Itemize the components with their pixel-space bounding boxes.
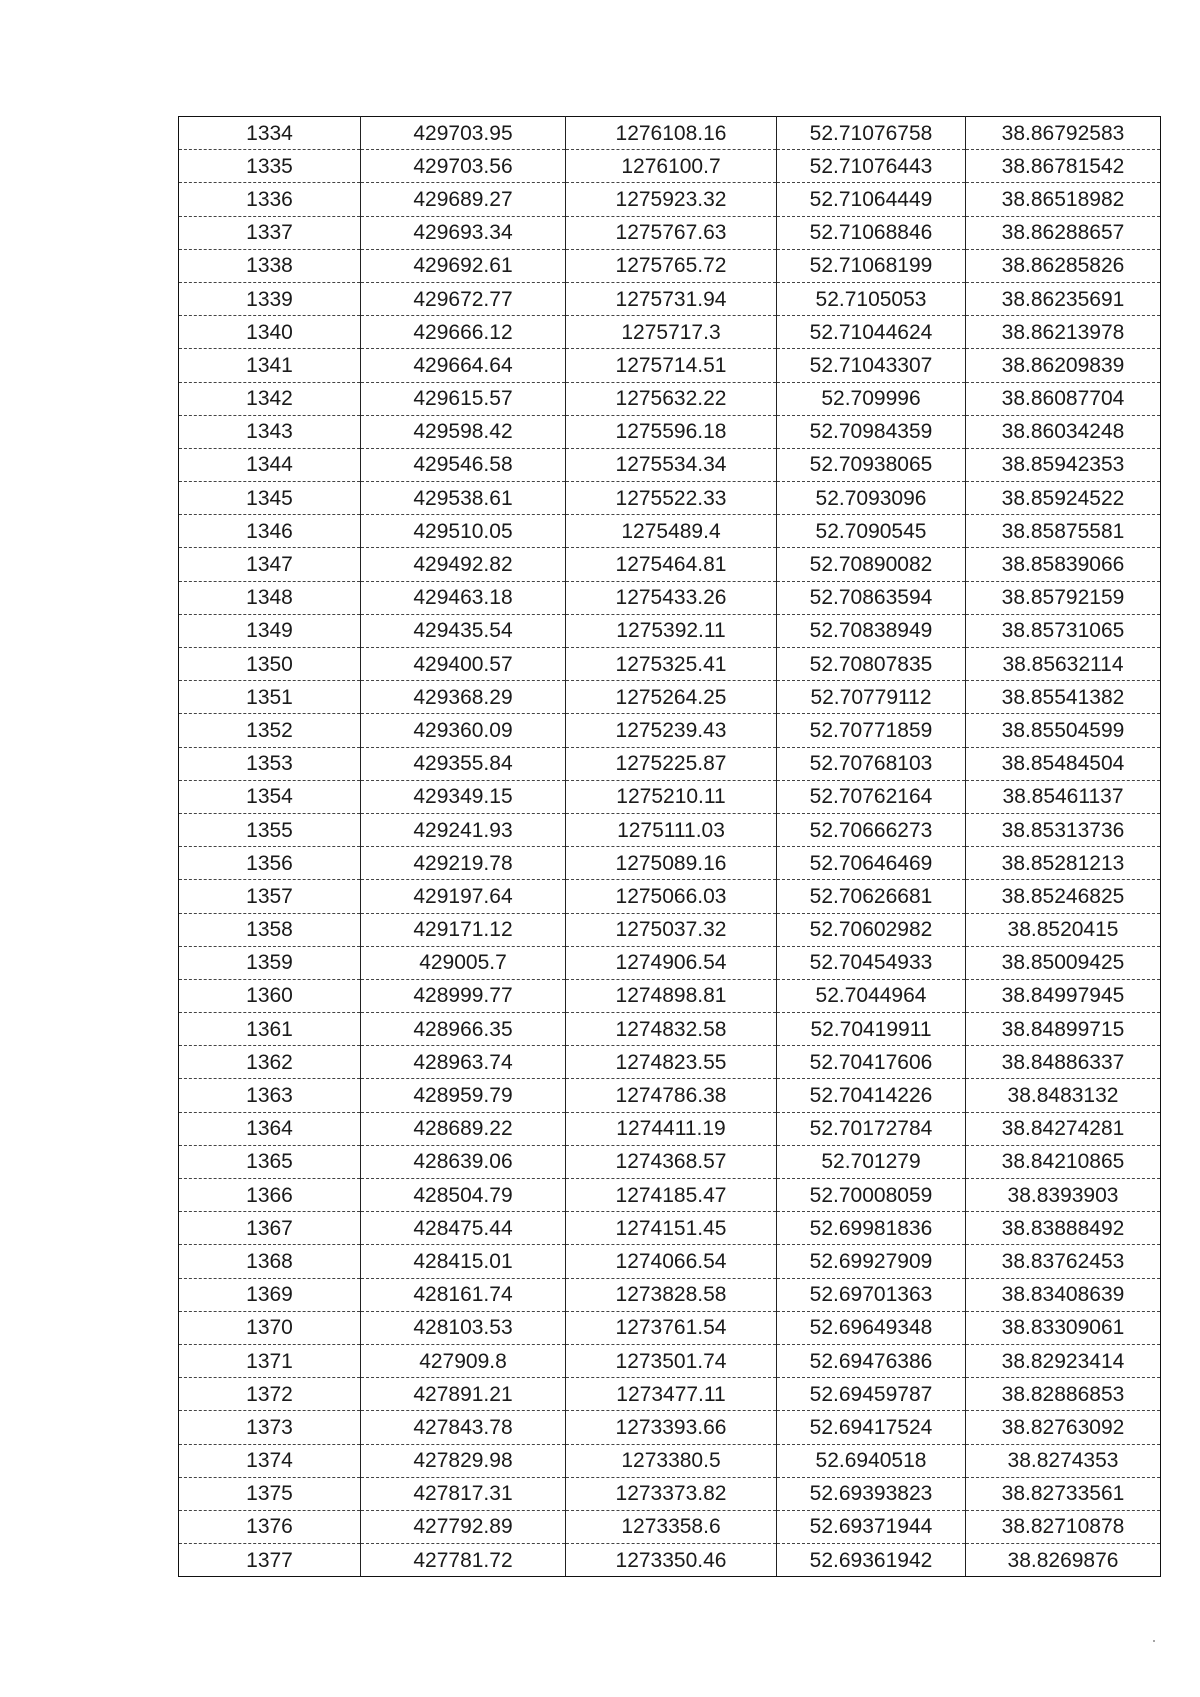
latitude-cell: 52.70666273 (777, 813, 966, 846)
table-row (179, 216, 1161, 249)
table-row (179, 747, 1161, 780)
x-coordinate-cell: 428959.79 (361, 1079, 566, 1112)
x-coordinate-cell: 427829.98 (361, 1444, 566, 1477)
x-coordinate-cell: 429360.09 (361, 714, 566, 747)
latitude-cell: 52.69459787 (777, 1378, 966, 1411)
latitude-cell: 52.7090545 (777, 515, 966, 548)
x-coordinate-cell: 428966.35 (361, 1013, 566, 1046)
table-row (179, 813, 1161, 846)
point-number-cell: 1367 (179, 1212, 361, 1245)
latitude-cell: 52.69701363 (777, 1278, 966, 1311)
y-coordinate-cell: 1274368.57 (566, 1145, 777, 1178)
table-row (179, 1046, 1161, 1079)
point-number-cell: 1338 (179, 249, 361, 282)
longitude-cell: 38.85875581 (966, 515, 1161, 548)
latitude-cell: 52.701279 (777, 1145, 966, 1178)
latitude-cell: 52.70646469 (777, 847, 966, 880)
latitude-cell: 52.71064449 (777, 183, 966, 216)
x-coordinate-cell: 429689.27 (361, 183, 566, 216)
latitude-cell: 52.70008059 (777, 1179, 966, 1212)
x-coordinate-cell: 428999.77 (361, 979, 566, 1012)
y-coordinate-cell: 1275489.4 (566, 515, 777, 548)
y-coordinate-cell: 1275717.3 (566, 316, 777, 349)
longitude-cell: 38.84274281 (966, 1112, 1161, 1145)
point-number-cell: 1371 (179, 1344, 361, 1377)
y-coordinate-cell: 1273477.11 (566, 1378, 777, 1411)
x-coordinate-cell: 428415.01 (361, 1245, 566, 1278)
y-coordinate-cell: 1274066.54 (566, 1245, 777, 1278)
table-row (179, 249, 1161, 282)
table-row (179, 548, 1161, 581)
point-number-cell: 1365 (179, 1145, 361, 1178)
y-coordinate-cell: 1275239.43 (566, 714, 777, 747)
longitude-cell: 38.86209839 (966, 349, 1161, 382)
table-row (179, 880, 1161, 913)
table-row (179, 117, 1161, 150)
y-coordinate-cell: 1273373.82 (566, 1477, 777, 1510)
longitude-cell: 38.85504599 (966, 714, 1161, 747)
y-coordinate-cell: 1275923.32 (566, 183, 777, 216)
x-coordinate-cell: 429197.64 (361, 880, 566, 913)
point-number-cell: 1362 (179, 1046, 361, 1079)
x-coordinate-cell: 429355.84 (361, 747, 566, 780)
point-number-cell: 1344 (179, 448, 361, 481)
table-row (179, 382, 1161, 415)
longitude-cell: 38.84886337 (966, 1046, 1161, 1079)
x-coordinate-cell: 427909.8 (361, 1344, 566, 1377)
longitude-cell: 38.85839066 (966, 548, 1161, 581)
point-number-cell: 1375 (179, 1477, 361, 1510)
x-coordinate-cell: 427817.31 (361, 1477, 566, 1510)
longitude-cell: 38.85541382 (966, 681, 1161, 714)
latitude-cell: 52.70417606 (777, 1046, 966, 1079)
latitude-cell: 52.70779112 (777, 681, 966, 714)
y-coordinate-cell: 1275731.94 (566, 282, 777, 315)
point-number-cell: 1342 (179, 382, 361, 415)
longitude-cell: 38.85009425 (966, 946, 1161, 979)
x-coordinate-cell: 429400.57 (361, 648, 566, 681)
point-number-cell: 1334 (179, 117, 361, 150)
x-coordinate-cell: 428103.53 (361, 1311, 566, 1344)
table-row (179, 780, 1161, 813)
latitude-cell: 52.71068199 (777, 249, 966, 282)
latitude-cell: 52.69417524 (777, 1411, 966, 1444)
point-number-cell: 1369 (179, 1278, 361, 1311)
latitude-cell: 52.70984359 (777, 415, 966, 448)
x-coordinate-cell: 428963.74 (361, 1046, 566, 1079)
table-row (179, 1344, 1161, 1377)
point-number-cell: 1355 (179, 813, 361, 846)
latitude-cell: 52.70602982 (777, 913, 966, 946)
x-coordinate-cell: 429703.56 (361, 150, 566, 183)
point-number-cell: 1357 (179, 880, 361, 913)
x-coordinate-cell: 429241.93 (361, 813, 566, 846)
x-coordinate-cell: 429368.29 (361, 681, 566, 714)
y-coordinate-cell: 1273501.74 (566, 1344, 777, 1377)
latitude-cell: 52.71044624 (777, 316, 966, 349)
longitude-cell: 38.8483132 (966, 1079, 1161, 1112)
y-coordinate-cell: 1275596.18 (566, 415, 777, 448)
point-number-cell: 1351 (179, 681, 361, 714)
table-row (179, 316, 1161, 349)
longitude-cell: 38.86288657 (966, 216, 1161, 249)
latitude-cell: 52.70762164 (777, 780, 966, 813)
longitude-cell: 38.85731065 (966, 614, 1161, 647)
table-row (179, 1145, 1161, 1178)
y-coordinate-cell: 1275714.51 (566, 349, 777, 382)
coordinates-table-body (179, 117, 1161, 1577)
latitude-cell: 52.70938065 (777, 448, 966, 481)
point-number-cell: 1356 (179, 847, 361, 880)
point-number-cell: 1347 (179, 548, 361, 581)
latitude-cell: 52.7105053 (777, 282, 966, 315)
y-coordinate-cell: 1275765.72 (566, 249, 777, 282)
longitude-cell: 38.85281213 (966, 847, 1161, 880)
table-row (179, 1444, 1161, 1477)
longitude-cell: 38.85246825 (966, 880, 1161, 913)
latitude-cell: 52.70768103 (777, 747, 966, 780)
longitude-cell: 38.86235691 (966, 282, 1161, 315)
latitude-cell: 52.71076443 (777, 150, 966, 183)
latitude-cell: 52.69371944 (777, 1510, 966, 1543)
x-coordinate-cell: 428161.74 (361, 1278, 566, 1311)
longitude-cell: 38.86781542 (966, 150, 1161, 183)
point-number-cell: 1377 (179, 1544, 361, 1577)
x-coordinate-cell: 429349.15 (361, 780, 566, 813)
point-number-cell: 1350 (179, 648, 361, 681)
point-number-cell: 1336 (179, 183, 361, 216)
longitude-cell: 38.84899715 (966, 1013, 1161, 1046)
longitude-cell: 38.8274353 (966, 1444, 1161, 1477)
table-row (179, 1245, 1161, 1278)
table-row (179, 1013, 1161, 1046)
latitude-cell: 52.70172784 (777, 1112, 966, 1145)
x-coordinate-cell: 429005.7 (361, 946, 566, 979)
point-number-cell: 1372 (179, 1378, 361, 1411)
point-number-cell: 1353 (179, 747, 361, 780)
point-number-cell: 1341 (179, 349, 361, 382)
table-row (179, 150, 1161, 183)
longitude-cell: 38.83408639 (966, 1278, 1161, 1311)
y-coordinate-cell: 1275522.33 (566, 482, 777, 515)
latitude-cell: 52.71043307 (777, 349, 966, 382)
latitude-cell: 52.7044964 (777, 979, 966, 1012)
table-row (179, 1278, 1161, 1311)
x-coordinate-cell: 429666.12 (361, 316, 566, 349)
y-coordinate-cell: 1275433.26 (566, 581, 777, 614)
point-number-cell: 1361 (179, 1013, 361, 1046)
point-number-cell: 1346 (179, 515, 361, 548)
y-coordinate-cell: 1273828.58 (566, 1278, 777, 1311)
y-coordinate-cell: 1274185.47 (566, 1179, 777, 1212)
point-number-cell: 1337 (179, 216, 361, 249)
table-row (179, 1112, 1161, 1145)
point-number-cell: 1349 (179, 614, 361, 647)
longitude-cell: 38.82886853 (966, 1378, 1161, 1411)
table-row (179, 183, 1161, 216)
point-number-cell: 1345 (179, 482, 361, 515)
longitude-cell: 38.86034248 (966, 415, 1161, 448)
x-coordinate-cell: 429435.54 (361, 614, 566, 647)
y-coordinate-cell: 1274823.55 (566, 1046, 777, 1079)
table-row (179, 448, 1161, 481)
table-row (179, 681, 1161, 714)
y-coordinate-cell: 1273358.6 (566, 1510, 777, 1543)
x-coordinate-cell: 428689.22 (361, 1112, 566, 1145)
point-number-cell: 1339 (179, 282, 361, 315)
longitude-cell: 38.84210865 (966, 1145, 1161, 1178)
y-coordinate-cell: 1276108.16 (566, 117, 777, 150)
y-coordinate-cell: 1274906.54 (566, 946, 777, 979)
y-coordinate-cell: 1273761.54 (566, 1311, 777, 1344)
table-row (179, 482, 1161, 515)
longitude-cell: 38.8520415 (966, 913, 1161, 946)
table-row (179, 946, 1161, 979)
x-coordinate-cell: 427891.21 (361, 1378, 566, 1411)
latitude-cell: 52.70414226 (777, 1079, 966, 1112)
longitude-cell: 38.86285826 (966, 249, 1161, 282)
y-coordinate-cell: 1275392.11 (566, 614, 777, 647)
y-coordinate-cell: 1275767.63 (566, 216, 777, 249)
y-coordinate-cell: 1274411.19 (566, 1112, 777, 1145)
longitude-cell: 38.86518982 (966, 183, 1161, 216)
table-row (179, 1411, 1161, 1444)
x-coordinate-cell: 429492.82 (361, 548, 566, 581)
x-coordinate-cell: 429672.77 (361, 282, 566, 315)
latitude-cell: 52.69393823 (777, 1477, 966, 1510)
x-coordinate-cell: 429703.95 (361, 117, 566, 150)
y-coordinate-cell: 1275210.11 (566, 780, 777, 813)
x-coordinate-cell: 429171.12 (361, 913, 566, 946)
table-row (179, 1311, 1161, 1344)
latitude-cell: 52.70890082 (777, 548, 966, 581)
table-row (179, 913, 1161, 946)
longitude-cell: 38.82733561 (966, 1477, 1161, 1510)
y-coordinate-cell: 1275534.34 (566, 448, 777, 481)
table-row (179, 1212, 1161, 1245)
latitude-cell: 52.69927909 (777, 1245, 966, 1278)
x-coordinate-cell: 429693.34 (361, 216, 566, 249)
y-coordinate-cell: 1276100.7 (566, 150, 777, 183)
latitude-cell: 52.71076758 (777, 117, 966, 150)
longitude-cell: 38.85792159 (966, 581, 1161, 614)
longitude-cell: 38.83762453 (966, 1245, 1161, 1278)
x-coordinate-cell: 429463.18 (361, 581, 566, 614)
table-row (179, 282, 1161, 315)
longitude-cell: 38.86792583 (966, 117, 1161, 150)
point-number-cell: 1366 (179, 1179, 361, 1212)
point-number-cell: 1352 (179, 714, 361, 747)
coordinates-table (178, 116, 1161, 1577)
point-number-cell: 1335 (179, 150, 361, 183)
latitude-cell: 52.69476386 (777, 1344, 966, 1377)
x-coordinate-cell: 428639.06 (361, 1145, 566, 1178)
y-coordinate-cell: 1275325.41 (566, 648, 777, 681)
point-number-cell: 1376 (179, 1510, 361, 1543)
table-row (179, 1179, 1161, 1212)
table-row (179, 1544, 1161, 1577)
y-coordinate-cell: 1275089.16 (566, 847, 777, 880)
point-number-cell: 1358 (179, 913, 361, 946)
y-coordinate-cell: 1273380.5 (566, 1444, 777, 1477)
latitude-cell: 52.70626681 (777, 880, 966, 913)
table-row (179, 648, 1161, 681)
y-coordinate-cell: 1273393.66 (566, 1411, 777, 1444)
x-coordinate-cell: 428504.79 (361, 1179, 566, 1212)
table-row (179, 581, 1161, 614)
table-row (179, 349, 1161, 382)
table-row (179, 714, 1161, 747)
y-coordinate-cell: 1275066.03 (566, 880, 777, 913)
table-row (179, 1378, 1161, 1411)
point-number-cell: 1364 (179, 1112, 361, 1145)
longitude-cell: 38.84997945 (966, 979, 1161, 1012)
point-number-cell: 1354 (179, 780, 361, 813)
longitude-cell: 38.8393903 (966, 1179, 1161, 1212)
longitude-cell: 38.85484504 (966, 747, 1161, 780)
table-row (179, 847, 1161, 880)
latitude-cell: 52.71068846 (777, 216, 966, 249)
point-number-cell: 1348 (179, 581, 361, 614)
latitude-cell: 52.70419911 (777, 1013, 966, 1046)
longitude-cell: 38.82710878 (966, 1510, 1161, 1543)
y-coordinate-cell: 1275037.32 (566, 913, 777, 946)
table-row (179, 1510, 1161, 1543)
x-coordinate-cell: 427781.72 (361, 1544, 566, 1577)
table-row (179, 979, 1161, 1012)
y-coordinate-cell: 1275264.25 (566, 681, 777, 714)
point-number-cell: 1374 (179, 1444, 361, 1477)
point-number-cell: 1343 (179, 415, 361, 448)
latitude-cell: 52.7093096 (777, 482, 966, 515)
y-coordinate-cell: 1274898.81 (566, 979, 777, 1012)
point-number-cell: 1370 (179, 1311, 361, 1344)
y-coordinate-cell: 1274786.38 (566, 1079, 777, 1112)
latitude-cell: 52.70863594 (777, 581, 966, 614)
x-coordinate-cell: 429219.78 (361, 847, 566, 880)
y-coordinate-cell: 1275111.03 (566, 813, 777, 846)
longitude-cell: 38.85632114 (966, 648, 1161, 681)
table-row (179, 614, 1161, 647)
table-row (179, 515, 1161, 548)
x-coordinate-cell: 429538.61 (361, 482, 566, 515)
y-coordinate-cell: 1274151.45 (566, 1212, 777, 1245)
page-speck (1153, 1640, 1155, 1642)
latitude-cell: 52.70838949 (777, 614, 966, 647)
y-coordinate-cell: 1273350.46 (566, 1544, 777, 1577)
latitude-cell: 52.6940518 (777, 1444, 966, 1477)
x-coordinate-cell: 428475.44 (361, 1212, 566, 1245)
longitude-cell: 38.85924522 (966, 482, 1161, 515)
longitude-cell: 38.82923414 (966, 1344, 1161, 1377)
table-row (179, 1079, 1161, 1112)
longitude-cell: 38.8269876 (966, 1544, 1161, 1577)
latitude-cell: 52.70807835 (777, 648, 966, 681)
latitude-cell: 52.70454933 (777, 946, 966, 979)
x-coordinate-cell: 429546.58 (361, 448, 566, 481)
longitude-cell: 38.85942353 (966, 448, 1161, 481)
x-coordinate-cell: 429664.64 (361, 349, 566, 382)
latitude-cell: 52.709996 (777, 382, 966, 415)
longitude-cell: 38.86087704 (966, 382, 1161, 415)
point-number-cell: 1360 (179, 979, 361, 1012)
point-number-cell: 1340 (179, 316, 361, 349)
point-number-cell: 1363 (179, 1079, 361, 1112)
latitude-cell: 52.69981836 (777, 1212, 966, 1245)
y-coordinate-cell: 1275632.22 (566, 382, 777, 415)
longitude-cell: 38.82763092 (966, 1411, 1161, 1444)
y-coordinate-cell: 1274832.58 (566, 1013, 777, 1046)
x-coordinate-cell: 427843.78 (361, 1411, 566, 1444)
x-coordinate-cell: 429598.42 (361, 415, 566, 448)
latitude-cell: 52.70771859 (777, 714, 966, 747)
latitude-cell: 52.69361942 (777, 1544, 966, 1577)
longitude-cell: 38.85461137 (966, 780, 1161, 813)
longitude-cell: 38.83309061 (966, 1311, 1161, 1344)
point-number-cell: 1368 (179, 1245, 361, 1278)
y-coordinate-cell: 1275464.81 (566, 548, 777, 581)
table-row (179, 1477, 1161, 1510)
table-row (179, 415, 1161, 448)
x-coordinate-cell: 429615.57 (361, 382, 566, 415)
point-number-cell: 1373 (179, 1411, 361, 1444)
longitude-cell: 38.83888492 (966, 1212, 1161, 1245)
x-coordinate-cell: 429692.61 (361, 249, 566, 282)
x-coordinate-cell: 429510.05 (361, 515, 566, 548)
latitude-cell: 52.69649348 (777, 1311, 966, 1344)
longitude-cell: 38.86213978 (966, 316, 1161, 349)
point-number-cell: 1359 (179, 946, 361, 979)
y-coordinate-cell: 1275225.87 (566, 747, 777, 780)
longitude-cell: 38.85313736 (966, 813, 1161, 846)
x-coordinate-cell: 427792.89 (361, 1510, 566, 1543)
